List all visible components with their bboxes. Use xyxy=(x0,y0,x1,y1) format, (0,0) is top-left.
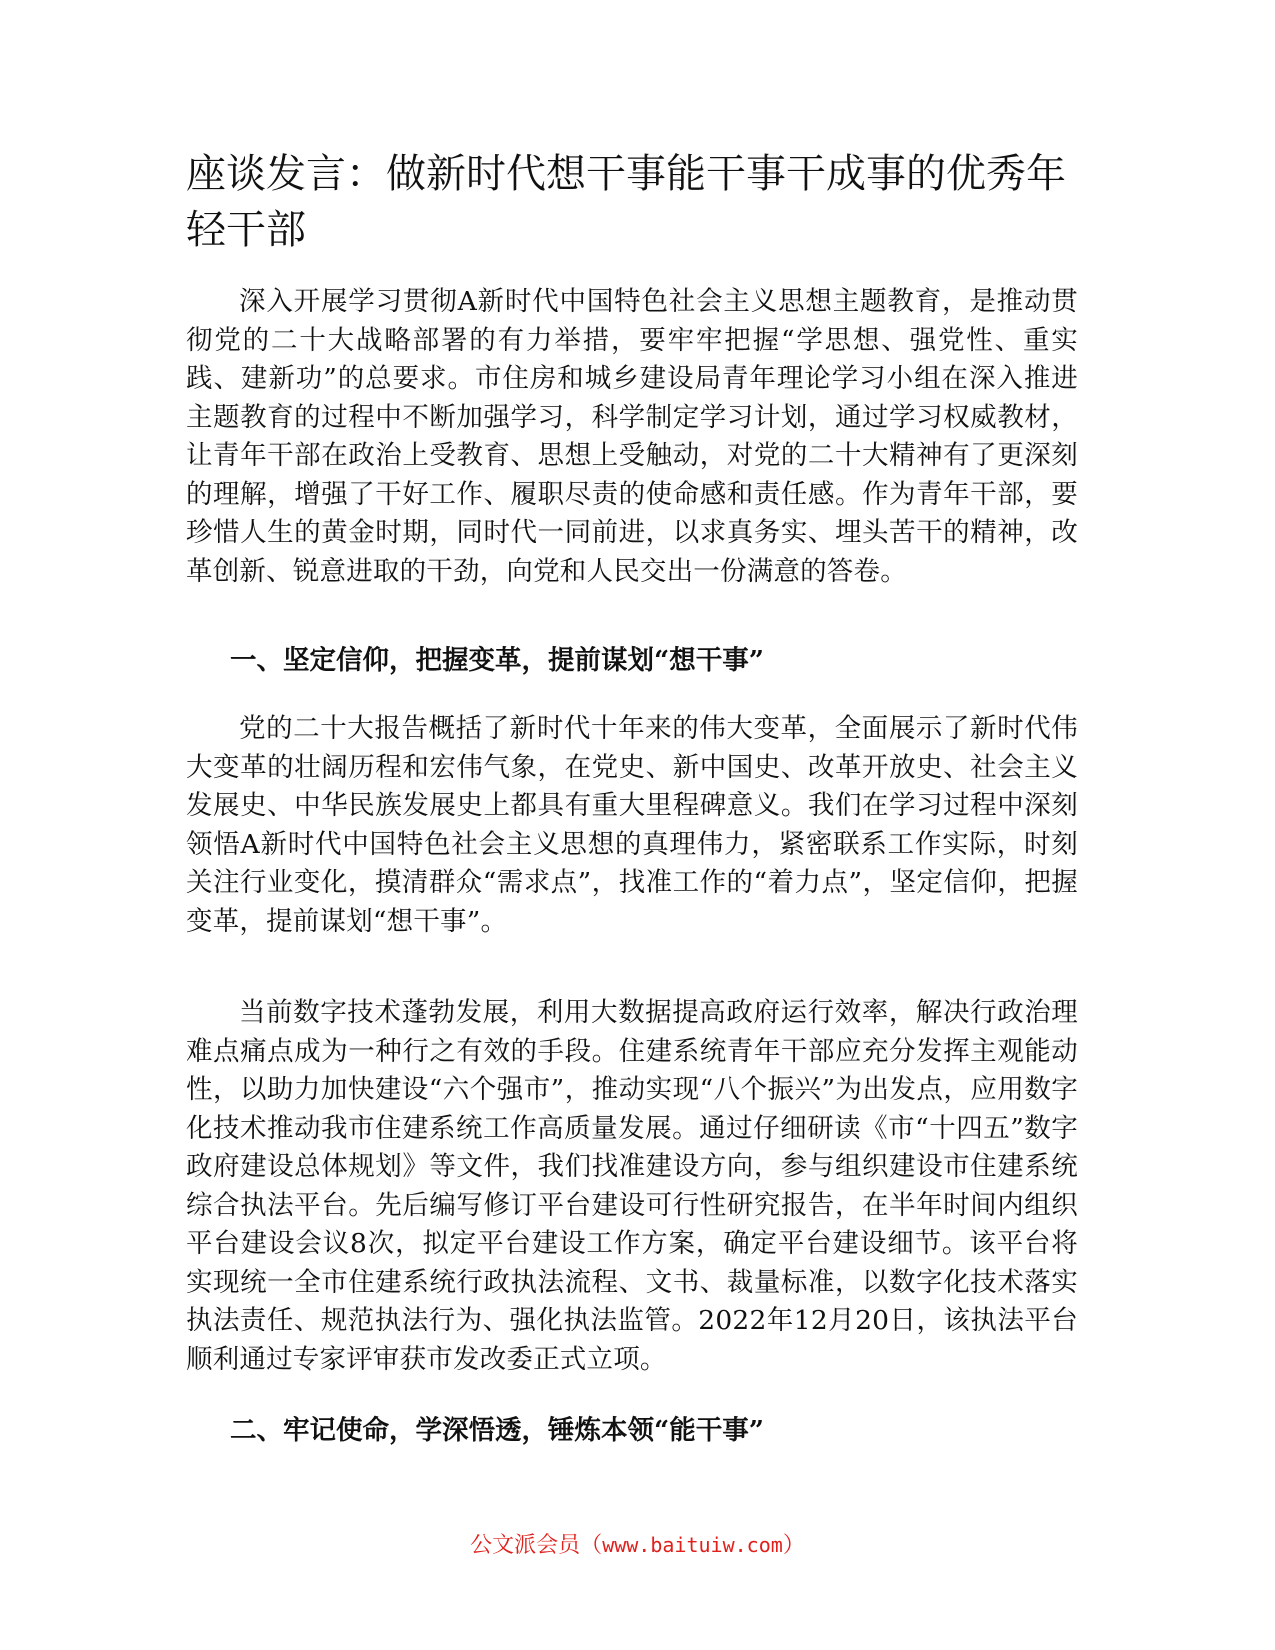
section-heading-2: 二、牢记使命，学深悟透，锤炼本领“能干事” xyxy=(230,1415,764,1446)
paragraph-section-1-b: 当前数字技术蓬勃发展，利用大数据提高政府运行效率，解决行政治理难点痛点成为一种行之有效的手段。住建系统青年干部应充分发挥主观能动性，以助力加快建设“六个强市”，推动实现“八个振兴”为出发点，应用数字化技术推动我市住建系统工作高质量发展。通过仔细研读《市“十四五”数字政府建设总体规划》等文件，我们找准建设方向，参与组织建设市住建系统综合执法平台。先后编写修订平台建设可行性研究报告，在半年时间内组织平台建设会议8次，拟定平台建设工作方案，确定平台建设细节。该平台将实现统一全市住建系统行政执法流程、文书、裁量标准，以数字化技术落实执法责任、规范执法行为、强化执法监管。2022年12月20日，该执法平台顺利通过专家评审获市发改委正式立项。 xyxy=(186,997,1078,1375)
paragraph-section-1-a: 党的二十大报告概括了新时代十年来的伟大变革，全面展示了新时代伟大变革的壮阔历程和宏伟气象，在党史、新中国史、改革开放史、社会主义发展史、中华民族发展史上都具有重大里程碑意义。我们在学习过程中深刻领悟A新时代中国特色社会主义思想的真理伟力，紧密联系工作实际，时刻关注行业变化，摸清群众“需求点”，找准工作的“着力点”，坚定信仰，把握变革，提前谋划“想干事”。 xyxy=(186,713,1078,937)
footer-site-link[interactable]: www.baituiw.com xyxy=(602,1533,783,1557)
section-heading-1: 一、坚定信仰，把握变革，提前谋划“想干事” xyxy=(230,645,764,676)
footer-close-paren: ） xyxy=(782,1533,805,1558)
document-title: 座谈发言：做新时代想干事能干事干成事的优秀年轻干部 xyxy=(186,151,1066,253)
paragraph-intro: 深入开展学习贯彻A新时代中国特色社会主义思想主题教育，是推动贯彻党的二十大战略部署的有力举措，要牢牢把握“学思想、强党性、重实践、建新功”的总要求。市住房和城乡建设局青年理论学习小组在深入推进主题教育的过程中不断加强学习，科学制定学习计划，通过学习权威教材，让青年干部在政治上受教育、思想上受触动，对党的二十大精神有了更深刻的理解，增强了干好工作、履职尽责的使命感和责任感。作为青年干部，要珍惜人生的黄金时期，同时代一同前进，以求真务实、埋头苦干的精神，改革创新、锐意进取的干劲，向党和人民交出一份满意的答卷。 xyxy=(186,286,1078,587)
footer-brand: 公文派会员 xyxy=(470,1533,581,1558)
footer-open-paren: （ xyxy=(580,1533,603,1558)
footer-watermark xyxy=(0,1530,1275,1561)
